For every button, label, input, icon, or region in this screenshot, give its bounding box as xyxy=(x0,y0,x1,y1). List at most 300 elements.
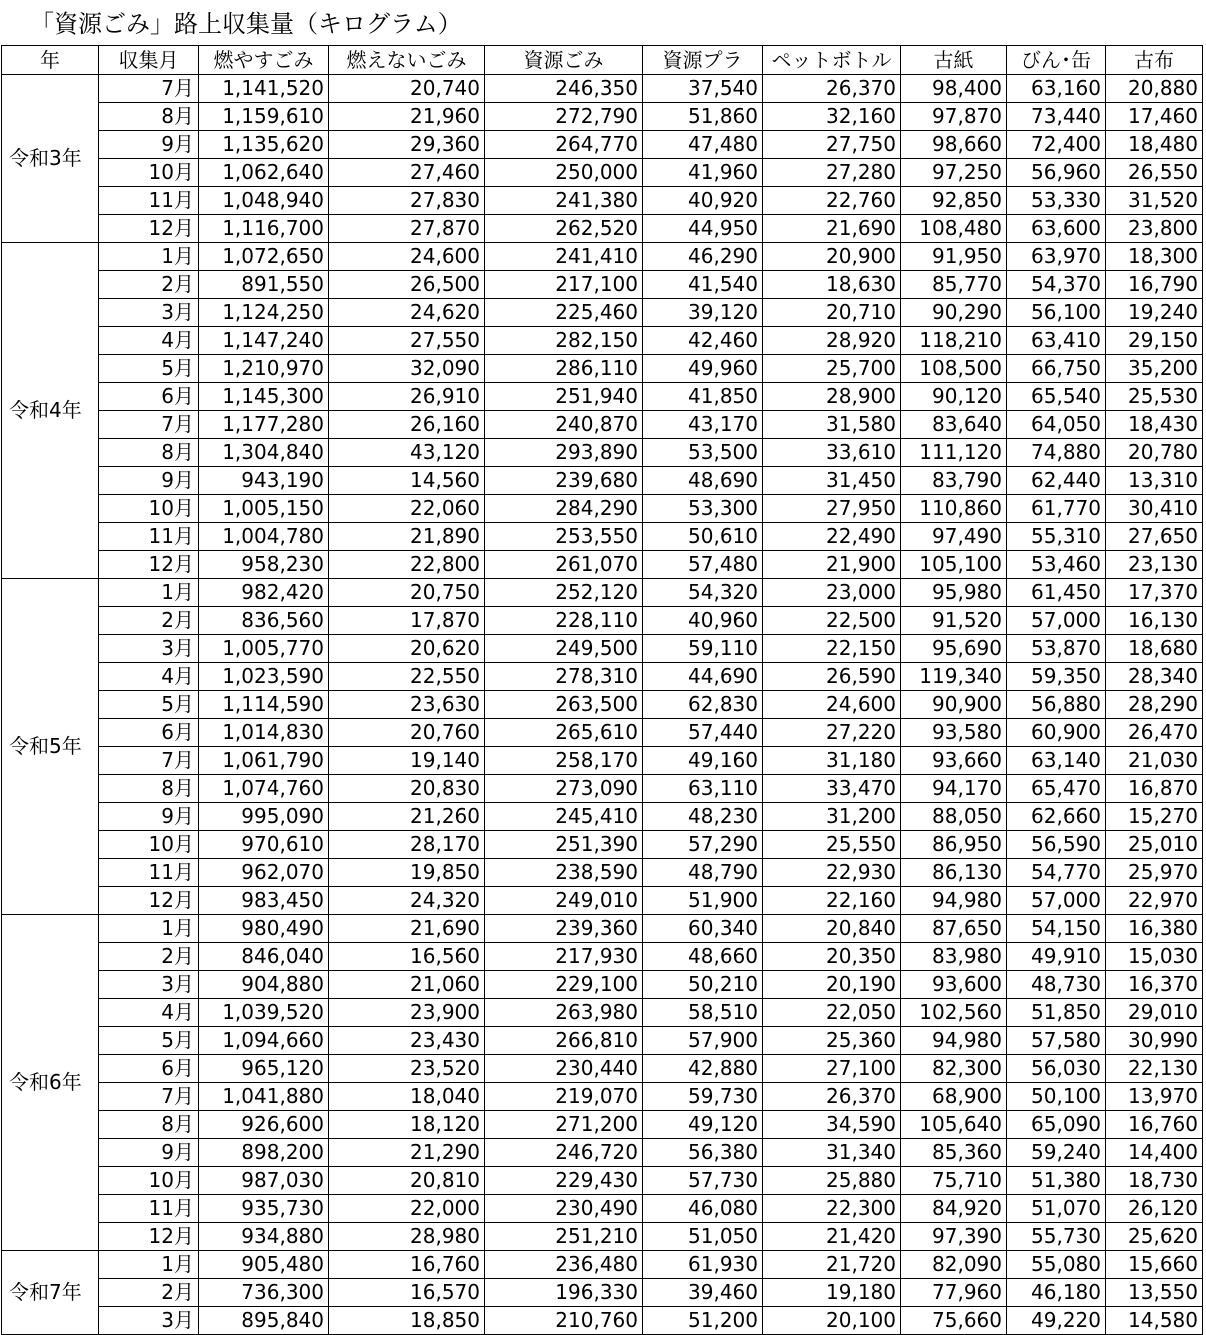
non-burnable-cell: 27,550 xyxy=(329,327,485,355)
cloth-cell: 13,550 xyxy=(1106,1279,1203,1307)
cloth-cell: 28,290 xyxy=(1106,691,1203,719)
plastic-cell: 53,500 xyxy=(643,439,763,467)
non-burnable-cell: 22,800 xyxy=(329,551,485,579)
cloth-cell: 30,410 xyxy=(1106,495,1203,523)
table-row xyxy=(2,663,1203,691)
plastic-cell: 54,320 xyxy=(643,579,763,607)
table-row xyxy=(2,355,1203,383)
plastic-cell: 51,860 xyxy=(643,103,763,131)
bottles-cans-cell: 74,880 xyxy=(1007,439,1106,467)
recyclable-cell: 217,100 xyxy=(485,271,643,299)
paper-cell: 88,050 xyxy=(901,803,1007,831)
paper-cell: 75,660 xyxy=(901,1307,1007,1335)
header-month: 収集月 xyxy=(99,46,199,75)
table-row xyxy=(2,999,1203,1027)
burnable-cell: 1,023,590 xyxy=(199,663,329,691)
pet-bottle-cell: 31,580 xyxy=(763,411,901,439)
cloth-cell: 14,580 xyxy=(1106,1307,1203,1335)
paper-cell: 97,250 xyxy=(901,159,1007,187)
burnable-cell: 934,880 xyxy=(199,1223,329,1251)
cloth-cell: 13,310 xyxy=(1106,467,1203,495)
year-cell: 令和6年 xyxy=(2,915,99,1251)
paper-cell: 94,980 xyxy=(901,887,1007,915)
pet-bottle-cell: 31,180 xyxy=(763,747,901,775)
table-row xyxy=(2,383,1203,411)
burnable-cell: 1,074,760 xyxy=(199,775,329,803)
non-burnable-cell: 20,620 xyxy=(329,635,485,663)
table-row xyxy=(2,831,1203,859)
table-row xyxy=(2,159,1203,187)
pet-bottle-cell: 21,900 xyxy=(763,551,901,579)
paper-cell: 110,860 xyxy=(901,495,1007,523)
burnable-cell: 965,120 xyxy=(199,1055,329,1083)
cloth-cell: 18,300 xyxy=(1106,243,1203,271)
plastic-cell: 47,480 xyxy=(643,131,763,159)
burnable-cell: 995,090 xyxy=(199,803,329,831)
recyclable-cell: 284,290 xyxy=(485,495,643,523)
bottles-cans-cell: 55,730 xyxy=(1007,1223,1106,1251)
year-cell: 令和5年 xyxy=(2,579,99,915)
plastic-cell: 53,300 xyxy=(643,495,763,523)
burnable-cell: 1,210,970 xyxy=(199,355,329,383)
non-burnable-cell: 20,830 xyxy=(329,775,485,803)
table-row xyxy=(2,1139,1203,1167)
pet-bottle-cell: 22,500 xyxy=(763,607,901,635)
recyclable-cell: 272,790 xyxy=(485,103,643,131)
header-year: 年 xyxy=(2,46,99,75)
recyclable-cell: 230,440 xyxy=(485,1055,643,1083)
plastic-cell: 49,160 xyxy=(643,747,763,775)
non-burnable-cell: 32,090 xyxy=(329,355,485,383)
paper-cell: 90,120 xyxy=(901,383,1007,411)
pet-bottle-cell: 22,760 xyxy=(763,187,901,215)
paper-cell: 84,920 xyxy=(901,1195,1007,1223)
recyclable-cell: 210,760 xyxy=(485,1307,643,1335)
plastic-cell: 42,460 xyxy=(643,327,763,355)
burnable-cell: 1,304,840 xyxy=(199,439,329,467)
recyclable-cell: 241,410 xyxy=(485,243,643,271)
bottles-cans-cell: 56,100 xyxy=(1007,299,1106,327)
recyclable-cell: 246,720 xyxy=(485,1139,643,1167)
pet-bottle-cell: 20,190 xyxy=(763,971,901,999)
plastic-cell: 62,830 xyxy=(643,691,763,719)
recyclable-cell: 240,870 xyxy=(485,411,643,439)
pet-bottle-cell: 25,700 xyxy=(763,355,901,383)
cloth-cell: 26,120 xyxy=(1106,1195,1203,1223)
bottles-cans-cell: 49,220 xyxy=(1007,1307,1106,1335)
pet-bottle-cell: 22,160 xyxy=(763,887,901,915)
pet-bottle-cell: 25,880 xyxy=(763,1167,901,1195)
burnable-cell: 898,200 xyxy=(199,1139,329,1167)
month-cell: 11月 xyxy=(99,859,199,887)
recyclable-cell: 249,500 xyxy=(485,635,643,663)
month-cell: 2月 xyxy=(99,271,199,299)
table-row xyxy=(2,887,1203,915)
cloth-cell: 31,520 xyxy=(1106,187,1203,215)
paper-cell: 77,960 xyxy=(901,1279,1007,1307)
cloth-cell: 25,530 xyxy=(1106,383,1203,411)
burnable-cell: 958,230 xyxy=(199,551,329,579)
burnable-cell: 1,159,610 xyxy=(199,103,329,131)
month-cell: 5月 xyxy=(99,691,199,719)
plastic-cell: 56,380 xyxy=(643,1139,763,1167)
cloth-cell: 27,650 xyxy=(1106,523,1203,551)
burnable-cell: 905,480 xyxy=(199,1251,329,1279)
non-burnable-cell: 26,910 xyxy=(329,383,485,411)
table-row xyxy=(2,859,1203,887)
pet-bottle-cell: 33,470 xyxy=(763,775,901,803)
paper-cell: 85,770 xyxy=(901,271,1007,299)
month-cell: 3月 xyxy=(99,971,199,999)
bottles-cans-cell: 57,000 xyxy=(1007,607,1106,635)
table-row xyxy=(2,691,1203,719)
cloth-cell: 22,970 xyxy=(1106,887,1203,915)
table-row xyxy=(2,803,1203,831)
recyclable-cell: 251,940 xyxy=(485,383,643,411)
pet-bottle-cell: 31,450 xyxy=(763,467,901,495)
bottles-cans-cell: 65,090 xyxy=(1007,1111,1106,1139)
table-row xyxy=(2,1055,1203,1083)
month-cell: 7月 xyxy=(99,747,199,775)
header-bottles-cans: びん･缶 xyxy=(1007,46,1106,75)
cloth-cell: 28,340 xyxy=(1106,663,1203,691)
table-row xyxy=(2,215,1203,243)
bottles-cans-cell: 64,050 xyxy=(1007,411,1106,439)
pet-bottle-cell: 26,370 xyxy=(763,1083,901,1111)
bottles-cans-cell: 54,150 xyxy=(1007,915,1106,943)
non-burnable-cell: 20,810 xyxy=(329,1167,485,1195)
month-cell: 12月 xyxy=(99,1223,199,1251)
month-cell: 11月 xyxy=(99,523,199,551)
collection-table xyxy=(1,45,1203,1335)
table-row xyxy=(2,1083,1203,1111)
bottles-cans-cell: 56,880 xyxy=(1007,691,1106,719)
plastic-cell: 42,880 xyxy=(643,1055,763,1083)
cloth-cell: 18,430 xyxy=(1106,411,1203,439)
table-row xyxy=(2,243,1203,271)
burnable-cell: 1,014,830 xyxy=(199,719,329,747)
bottles-cans-cell: 51,380 xyxy=(1007,1167,1106,1195)
burnable-cell: 904,880 xyxy=(199,971,329,999)
month-cell: 1月 xyxy=(99,243,199,271)
pet-bottle-cell: 22,930 xyxy=(763,859,901,887)
plastic-cell: 48,660 xyxy=(643,943,763,971)
cloth-cell: 16,370 xyxy=(1106,971,1203,999)
burnable-cell: 1,177,280 xyxy=(199,411,329,439)
paper-cell: 91,520 xyxy=(901,607,1007,635)
pet-bottle-cell: 23,000 xyxy=(763,579,901,607)
recyclable-cell: 246,350 xyxy=(485,75,643,103)
pet-bottle-cell: 27,100 xyxy=(763,1055,901,1083)
pet-bottle-cell: 21,420 xyxy=(763,1223,901,1251)
table-row xyxy=(2,495,1203,523)
month-cell: 2月 xyxy=(99,1279,199,1307)
plastic-cell: 50,210 xyxy=(643,971,763,999)
month-cell: 3月 xyxy=(99,1307,199,1335)
non-burnable-cell: 23,630 xyxy=(329,691,485,719)
pet-bottle-cell: 19,180 xyxy=(763,1279,901,1307)
recyclable-cell: 261,070 xyxy=(485,551,643,579)
table-row xyxy=(2,1279,1203,1307)
bottles-cans-cell: 51,070 xyxy=(1007,1195,1106,1223)
pet-bottle-cell: 27,220 xyxy=(763,719,901,747)
month-cell: 10月 xyxy=(99,159,199,187)
plastic-cell: 46,080 xyxy=(643,1195,763,1223)
pet-bottle-cell: 28,900 xyxy=(763,383,901,411)
bottles-cans-cell: 51,850 xyxy=(1007,999,1106,1027)
burnable-cell: 1,005,770 xyxy=(199,635,329,663)
recyclable-cell: 266,810 xyxy=(485,1027,643,1055)
non-burnable-cell: 20,740 xyxy=(329,75,485,103)
burnable-cell: 1,005,150 xyxy=(199,495,329,523)
burnable-cell: 1,004,780 xyxy=(199,523,329,551)
table-row xyxy=(2,1167,1203,1195)
plastic-cell: 43,170 xyxy=(643,411,763,439)
bottles-cans-cell: 53,870 xyxy=(1007,635,1106,663)
bottles-cans-cell: 65,470 xyxy=(1007,775,1106,803)
plastic-cell: 57,480 xyxy=(643,551,763,579)
pet-bottle-cell: 25,360 xyxy=(763,1027,901,1055)
page-title: 「資源ごみ」路上収集量（キログラム） xyxy=(30,10,462,38)
month-cell: 7月 xyxy=(99,411,199,439)
month-cell: 10月 xyxy=(99,1167,199,1195)
plastic-cell: 40,960 xyxy=(643,607,763,635)
non-burnable-cell: 16,570 xyxy=(329,1279,485,1307)
header-row xyxy=(2,46,1203,75)
month-cell: 8月 xyxy=(99,103,199,131)
month-cell: 6月 xyxy=(99,383,199,411)
plastic-cell: 39,460 xyxy=(643,1279,763,1307)
month-cell: 6月 xyxy=(99,719,199,747)
plastic-cell: 46,290 xyxy=(643,243,763,271)
month-cell: 5月 xyxy=(99,355,199,383)
paper-cell: 83,980 xyxy=(901,943,1007,971)
bottles-cans-cell: 63,410 xyxy=(1007,327,1106,355)
non-burnable-cell: 27,830 xyxy=(329,187,485,215)
pet-bottle-cell: 20,840 xyxy=(763,915,901,943)
table-row xyxy=(2,1027,1203,1055)
cloth-cell: 16,760 xyxy=(1106,1111,1203,1139)
non-burnable-cell: 21,260 xyxy=(329,803,485,831)
burnable-cell: 983,450 xyxy=(199,887,329,915)
burnable-cell: 1,072,650 xyxy=(199,243,329,271)
month-cell: 8月 xyxy=(99,1111,199,1139)
recyclable-cell: 273,090 xyxy=(485,775,643,803)
bottles-cans-cell: 59,240 xyxy=(1007,1139,1106,1167)
burnable-cell: 736,300 xyxy=(199,1279,329,1307)
cloth-cell: 17,460 xyxy=(1106,103,1203,131)
pet-bottle-cell: 27,750 xyxy=(763,131,901,159)
paper-cell: 83,790 xyxy=(901,467,1007,495)
bottles-cans-cell: 54,370 xyxy=(1007,271,1106,299)
paper-cell: 95,690 xyxy=(901,635,1007,663)
cloth-cell: 15,270 xyxy=(1106,803,1203,831)
bottles-cans-cell: 72,400 xyxy=(1007,131,1106,159)
recyclable-cell: 251,210 xyxy=(485,1223,643,1251)
burnable-cell: 846,040 xyxy=(199,943,329,971)
table-row xyxy=(2,103,1203,131)
month-cell: 6月 xyxy=(99,1055,199,1083)
bottles-cans-cell: 63,970 xyxy=(1007,243,1106,271)
paper-cell: 118,210 xyxy=(901,327,1007,355)
recyclable-cell: 286,110 xyxy=(485,355,643,383)
bottles-cans-cell: 57,580 xyxy=(1007,1027,1106,1055)
bottles-cans-cell: 60,900 xyxy=(1007,719,1106,747)
recyclable-cell: 264,770 xyxy=(485,131,643,159)
recyclable-cell: 250,000 xyxy=(485,159,643,187)
burnable-cell: 1,094,660 xyxy=(199,1027,329,1055)
bottles-cans-cell: 49,910 xyxy=(1007,943,1106,971)
plastic-cell: 48,230 xyxy=(643,803,763,831)
non-burnable-cell: 18,850 xyxy=(329,1307,485,1335)
paper-cell: 83,640 xyxy=(901,411,1007,439)
recyclable-cell: 271,200 xyxy=(485,1111,643,1139)
cloth-cell: 18,680 xyxy=(1106,635,1203,663)
cloth-cell: 26,470 xyxy=(1106,719,1203,747)
paper-cell: 93,600 xyxy=(901,971,1007,999)
paper-cell: 95,980 xyxy=(901,579,1007,607)
paper-cell: 82,300 xyxy=(901,1055,1007,1083)
table-row xyxy=(2,607,1203,635)
table-row xyxy=(2,719,1203,747)
non-burnable-cell: 27,870 xyxy=(329,215,485,243)
cloth-cell: 15,660 xyxy=(1106,1251,1203,1279)
table-row xyxy=(2,1223,1203,1251)
paper-cell: 68,900 xyxy=(901,1083,1007,1111)
bottles-cans-cell: 63,600 xyxy=(1007,215,1106,243)
bottles-cans-cell: 54,770 xyxy=(1007,859,1106,887)
recyclable-cell: 241,380 xyxy=(485,187,643,215)
plastic-cell: 49,120 xyxy=(643,1111,763,1139)
plastic-cell: 59,730 xyxy=(643,1083,763,1111)
bottles-cans-cell: 61,770 xyxy=(1007,495,1106,523)
cloth-cell: 20,780 xyxy=(1106,439,1203,467)
bottles-cans-cell: 63,140 xyxy=(1007,747,1106,775)
non-burnable-cell: 43,120 xyxy=(329,439,485,467)
pet-bottle-cell: 33,610 xyxy=(763,439,901,467)
non-burnable-cell: 24,620 xyxy=(329,299,485,327)
burnable-cell: 1,141,520 xyxy=(199,75,329,103)
non-burnable-cell: 19,850 xyxy=(329,859,485,887)
paper-cell: 119,340 xyxy=(901,663,1007,691)
non-burnable-cell: 26,160 xyxy=(329,411,485,439)
pet-bottle-cell: 31,200 xyxy=(763,803,901,831)
paper-cell: 97,490 xyxy=(901,523,1007,551)
recyclable-cell: 217,930 xyxy=(485,943,643,971)
table-row xyxy=(2,971,1203,999)
paper-cell: 90,290 xyxy=(901,299,1007,327)
recyclable-cell: 239,360 xyxy=(485,915,643,943)
recyclable-cell: 238,590 xyxy=(485,859,643,887)
cloth-cell: 26,550 xyxy=(1106,159,1203,187)
plastic-cell: 41,540 xyxy=(643,271,763,299)
bottles-cans-cell: 53,330 xyxy=(1007,187,1106,215)
year-cell: 令和7年 xyxy=(2,1251,99,1335)
plastic-cell: 48,790 xyxy=(643,859,763,887)
plastic-cell: 57,730 xyxy=(643,1167,763,1195)
month-cell: 4月 xyxy=(99,663,199,691)
month-cell: 7月 xyxy=(99,75,199,103)
cloth-cell: 29,010 xyxy=(1106,999,1203,1027)
plastic-cell: 48,690 xyxy=(643,467,763,495)
plastic-cell: 50,610 xyxy=(643,523,763,551)
recyclable-cell: 282,150 xyxy=(485,327,643,355)
plastic-cell: 41,960 xyxy=(643,159,763,187)
pet-bottle-cell: 34,590 xyxy=(763,1111,901,1139)
month-cell: 12月 xyxy=(99,215,199,243)
bottles-cans-cell: 56,960 xyxy=(1007,159,1106,187)
burnable-cell: 987,030 xyxy=(199,1167,329,1195)
table-row xyxy=(2,635,1203,663)
bottles-cans-cell: 62,440 xyxy=(1007,467,1106,495)
pet-bottle-cell: 28,920 xyxy=(763,327,901,355)
month-cell: 2月 xyxy=(99,607,199,635)
non-burnable-cell: 23,520 xyxy=(329,1055,485,1083)
non-burnable-cell: 16,760 xyxy=(329,1251,485,1279)
cloth-cell: 16,790 xyxy=(1106,271,1203,299)
non-burnable-cell: 21,290 xyxy=(329,1139,485,1167)
non-burnable-cell: 26,500 xyxy=(329,271,485,299)
paper-cell: 93,580 xyxy=(901,719,1007,747)
table-row xyxy=(2,299,1203,327)
recyclable-cell: 225,460 xyxy=(485,299,643,327)
cloth-cell: 23,800 xyxy=(1106,215,1203,243)
header-plastic: 資源プラ xyxy=(643,46,763,75)
pet-bottle-cell: 20,710 xyxy=(763,299,901,327)
pet-bottle-cell: 22,490 xyxy=(763,523,901,551)
non-burnable-cell: 22,060 xyxy=(329,495,485,523)
paper-cell: 75,710 xyxy=(901,1167,1007,1195)
burnable-cell: 1,116,700 xyxy=(199,215,329,243)
burnable-cell: 836,560 xyxy=(199,607,329,635)
burnable-cell: 943,190 xyxy=(199,467,329,495)
paper-cell: 82,090 xyxy=(901,1251,1007,1279)
pet-bottle-cell: 27,950 xyxy=(763,495,901,523)
non-burnable-cell: 28,980 xyxy=(329,1223,485,1251)
paper-cell: 111,120 xyxy=(901,439,1007,467)
bottles-cans-cell: 73,440 xyxy=(1007,103,1106,131)
table-row xyxy=(2,915,1203,943)
bottles-cans-cell: 61,450 xyxy=(1007,579,1106,607)
burnable-cell: 970,610 xyxy=(199,831,329,859)
table-row xyxy=(2,327,1203,355)
cloth-cell: 30,990 xyxy=(1106,1027,1203,1055)
recyclable-cell: 265,610 xyxy=(485,719,643,747)
month-cell: 8月 xyxy=(99,439,199,467)
non-burnable-cell: 21,890 xyxy=(329,523,485,551)
pet-bottle-cell: 32,160 xyxy=(763,103,901,131)
table-row xyxy=(2,1111,1203,1139)
burnable-cell: 935,730 xyxy=(199,1195,329,1223)
paper-cell: 108,500 xyxy=(901,355,1007,383)
pet-bottle-cell: 31,340 xyxy=(763,1139,901,1167)
plastic-cell: 39,120 xyxy=(643,299,763,327)
paper-cell: 86,950 xyxy=(901,831,1007,859)
cloth-cell: 16,130 xyxy=(1106,607,1203,635)
recyclable-cell: 219,070 xyxy=(485,1083,643,1111)
recyclable-cell: 251,390 xyxy=(485,831,643,859)
pet-bottle-cell: 26,370 xyxy=(763,75,901,103)
paper-cell: 98,400 xyxy=(901,75,1007,103)
pet-bottle-cell: 22,150 xyxy=(763,635,901,663)
cloth-cell: 18,730 xyxy=(1106,1167,1203,1195)
month-cell: 2月 xyxy=(99,943,199,971)
bottles-cans-cell: 50,100 xyxy=(1007,1083,1106,1111)
paper-cell: 92,850 xyxy=(901,187,1007,215)
pet-bottle-cell: 20,900 xyxy=(763,243,901,271)
burnable-cell: 1,114,590 xyxy=(199,691,329,719)
paper-cell: 108,480 xyxy=(901,215,1007,243)
